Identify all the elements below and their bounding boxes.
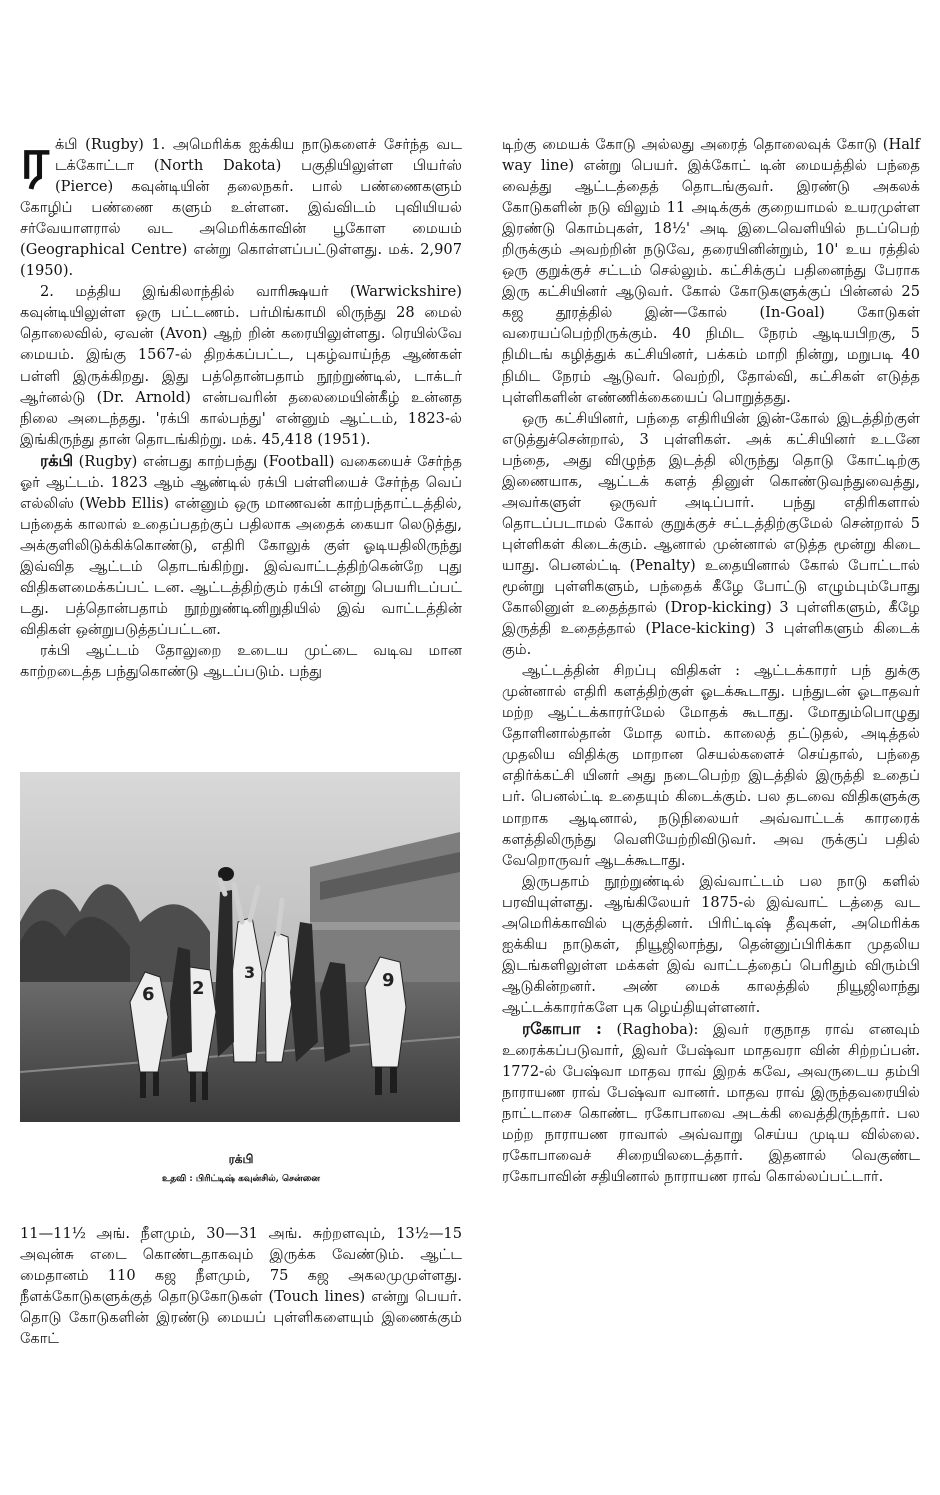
jersey-number: 3 (244, 963, 256, 983)
rugby-town-text-1: க்பி (Rugby) 1. அமெரிக்க ஐக்கிய நாடுகளைச் சேர்ந்த வட டக்கோட்டா (North Dakota) பகுதியிலுள்ள பியர்ஸ் (Pierce) கவுன்டியின் தலைநகர். பால் பண்ணைகளும் கோழிப் பண்ணை களும் உள்ளன. இவ்விடம் புவியியல் சர்வேயாளரால் வட அமெரிக்காவின் பூகோள மையம் (Geographical Centre) என்று கொள்ளப்பட்டுள்ளது. மக். 2,907 (1950). (20, 136, 462, 280)
jersey-number: 6 (142, 984, 155, 1006)
entry-rugby-town-para1 (20, 126, 462, 281)
jersey-number: 9 (382, 970, 395, 992)
headword-rugby: ரக்பி (40, 450, 74, 470)
dropcap-letter: ர (20, 126, 49, 192)
entry-rugby-game-para2: ரக்பி ஆட்டம் தோலுறை உடைய முட்டை வடிவ மான காற்றடைத்த பந்துகொண்டு ஆடப்படும். பந்து (20, 642, 462, 681)
entry-rugby-game-para6: ஆட்டத்தின் சிறப்பு விதிகள் : ஆட்டக்காரர் பந் துக்கு முன்னால் எதிரி களத்திற்குள் ஓடக்கூடாது. பந்துடன் ஓடாதவர் மற்ற ஆட்டக்காரர்மேல் மோதக் கூடாது. மோதும்பொழுது தோளினால்தான் மோத லாம். காலைத் தட்டுதல், அடித்தல் முதலிய விதிக்கு மாறான செயல்களைச் செய்தால், பந்தை எதிர்க்கட்சி யினர் அது நடைபெற்ற இடத்தில் இருத்தி உதைப் பர். பெனல்ட்டி உதையும் கிடைக்கும். பல தடவை விதிகளுக்கு மாறாக ஆடினால், நடுநிலையர் அவ்வாட்டக் காரரைக் களத்திலிருந்து வெளியேற்றிவிடுவர். அவ ருக்குப் பதில் வேறொருவர் ஆடக்கூடாது. (502, 662, 920, 869)
entry-rugby-game-para5: ஒரு கட்சியினர், பந்தை எதிரியின் இன்-கோல் இடத்திற்குள் எடுத்துச்சென்றால், 3 புள்ளிகள். அக் கட்சியினர் உடனே பந்தை, அது விழுந்த இடத்தி லிருந்து தொடு கோட்டிற்கு இணையாக, ஆட்டக் களத் தினுள் கொண்டுவந்துவைத்து, அவர்களுள் ஒருவர் அடிப்பார். பந்து எதிரிகளால் தொடப்படாமல் கோல் குறுக்குச் சட்டத்திற்குமேல் சென்றால் 5 புள்ளிகள் கிடைக்கும். ஆனால் முன்னால் எடுத்த மூன்று கிடை யாது. பெனல்ட்டி (Penalty) உதையினால் கோல் போட்டால் மூன்று புள்ளிகளும், பந்தைக் கீழே போட்டு எழும்பும்போது கோலினுள் உதைத்தால் (Drop-kicking) 3 புள்ளிகளும், கீழே இருத்தி உதைத்தால் (Place-kicking) 3 புள்ளிகளும் கிடைக் கும். (502, 409, 920, 659)
headword-raghoba: ரகோபா : (522, 1018, 602, 1038)
rugby-photo (20, 772, 460, 1122)
right-column (502, 134, 920, 1187)
entry-rugby-game-para7: இருபதாம் நூற்றுண்டில் இவ்வாட்டம் பல நாடு களில் பரவியுள்ளது. ஆங்கிலேயர் 1875-ல் இவ்வாட் டத்தை வட அமெரிக்காவில் புகுத்தினர். பிரிட்டிஷ் தீவுகள், அமெரிக்க ஐக்கிய நாடுகள், நியூஜிலாந்து, தென்னுப்பிரிக்கா முதலிய இடங்களிலுள்ள மக்கள் இவ் வாட்டத்தைப் பெரிதும் விரும்பி ஆடுகின்றனர். அண் மைக் காலத்தில் நியூஜிலாந்து ஆட்டக்காரர்களே புக ழெய்தியுள்ளனர். (502, 872, 920, 1016)
raghoba-text-1: (Raghoba): இவர் ரகுநாத ராவ் எனவும் உரைக்கப்படுவார், இவர் பேஷ்வா மாதவரா வின் சிற்றப்பன். 1772-ல் பேஷ்வா மாதவ ராவ் இறக் கவே, அவருடைய தம்பி நாராயண ராவ் பேஷ்வா வானர். மாதவ ராவ் இருந்தவரையில் நாட்டாசை கொண்ட ரகோபாவை அடக்கி வைத்திருந்தார். பல மற்ற நாராயண ராவால் அவ்வாறு செய்ய முடிய வில்லை. ரகோபாவைச் சிறையிலடைத்தார். இதனால் வெகுண்ட ரகோபாவின் சதியினால் நாராயண ராவ் கொல்லப்பட்டார். (502, 1020, 920, 1186)
jersey-number: 2 (192, 978, 205, 1000)
figure-caption: ரக்பி (228, 1152, 254, 1167)
entry-rugby-game-para4: டிற்கு மையக் கோடு அல்லது அரைத் தொலைவுக் கோடு (Half way line) என்று பெயர். இக்கோட் டின் மையத்தில் பந்தை வைத்து ஆட்டத்தைத் தொடங்குவர். இரண்டு அகலக் கோடுகளின் நடு விலும் 11 அடிக்குக் குறையாமல் உயரமுள்ள இரண்டு கொம்புகள், 18½' அடி இடைவெளியில் நடப்பெற் றிருக்கும் அவற்றின் நடுவே, தரையினின்றும், 10' உய ரத்தில் ஒரு குறுக்குச் சட்டம் செல்லும். கட்சிக்குப் பதினைந்து பேராக இரு கட்சியினர் ஆடுவர். கோல் கோடுகளுக்குப் பின்னல் 25 கஜ தூரத்தில் இன்—கோல் (In-Goal) கோடுகள் வரையப்பெற்றிருக்கும். 40 நிமிட நேரம் ஆடியபிறகு, 5 நிமிடங் கழித்துக் கட்சியினர், பக்கம் மாறி நின்று, மறுபடி 40 நிமிட நேரம் ஆடுவர். வெற்றி, தோல்வி, கட்சிகள் எடுத்த புள்ளிகளின் எண்ணிக்கையைப் பொறுத்தது. (502, 136, 920, 406)
rugby-game-text-1: (Rugby) என்பது காற்பந்து (Football) வகையைச் சேர்ந்த ஓர் ஆட்டம். 1823 ஆம் ஆண்டில் ரக்பி பள்ளியைச் சேர்ந்த வெப் எல்லிஸ் (Webb Ellis) என்னும் ஒரு மாணவன் காற்பந்தாட்டத்தில், பந்தைக் காலால் உதைப்பதற்குப் பதிலாக அதைக் கையா லெடுத்து, அக்குளிலிடுக்கிக்கொண்டு, எதிரி கோலுக் குள் ஓடியதிலிருந்து இவ்வித ஆட்டம் தொடங்கிற்று. இவ்வாட்டத்திற்கென்றே புது விதிகளமைக்கப்பட் டன. ஆட்டத்திற்கும் ரக்பி என்று பெயரிடப்பட் டது. பத்தொன்பதாம் நூற்றுண்டினிறுதியில் இவ் வாட்டத்தின் விதிகள் ஒன்றுபடுத்தப்பட்டன. (20, 452, 462, 639)
figure-credit: உதவி : பிரிட்டிஷ் கவுன்சில், சென்னை (162, 1174, 320, 1185)
rugby-lineout-photo (20, 772, 460, 1122)
entry-rugby-town-para2: 2. மத்திய இங்கிலாந்தில் வாரிக்ஷயர் (Warwickshire) கவுன்டியிலுள்ள ஒரு பட்டணம். பர்மிங்காமி லிருந்து 28 மைல் தொலைவில், ஏவன் (Avon) ஆற் றின் கரையிலுள்ளது. ரெயில்வே மையம். இங்கு 1567-ல் திறக்கப்பட்ட, புகழ்வாய்ந்த ஆண்கள் பள்ளி இருக்கிறது. இது பத்தொன்பதாம் நூற்றுண்டில், டாக்டர் ஆர்னல்டு (Dr. Arnold) என்பவரின் தலைமையின்கீழ் உன்னத நிலை அடைந்தது. 'ரக்பி கால்பந்து' என்னும் ஆட்டம், 1823-ல் இங்கிருந்து தான் தொடங்கிற்று. மக். 45,418 (1951). (20, 283, 462, 448)
entry-rugby-game-para3: 11—11½ அங். நீளமும், 30—31 அங். சுற்றளவும், 13½—15 அவுன்சு எடை கொண்டதாகவும் இருக்க வேண்டும். ஆட்ட மைதானம் 110 கஜ நீளமும், 75 கஜ அகலமுமுள்ளது. நீளக்கோடுகளுக்குத் தொடுகோடுகள் (Touch lines) என்று பெயர். தொடு கோடுகளின் இரண்டு மையப் புள்ளிகளையும் இணைக்கும் கோட் (20, 1225, 462, 1348)
left-column (20, 126, 462, 1350)
entry-raghoba-para1 (502, 1018, 920, 1187)
entry-rugby-game-para1 (20, 450, 462, 640)
